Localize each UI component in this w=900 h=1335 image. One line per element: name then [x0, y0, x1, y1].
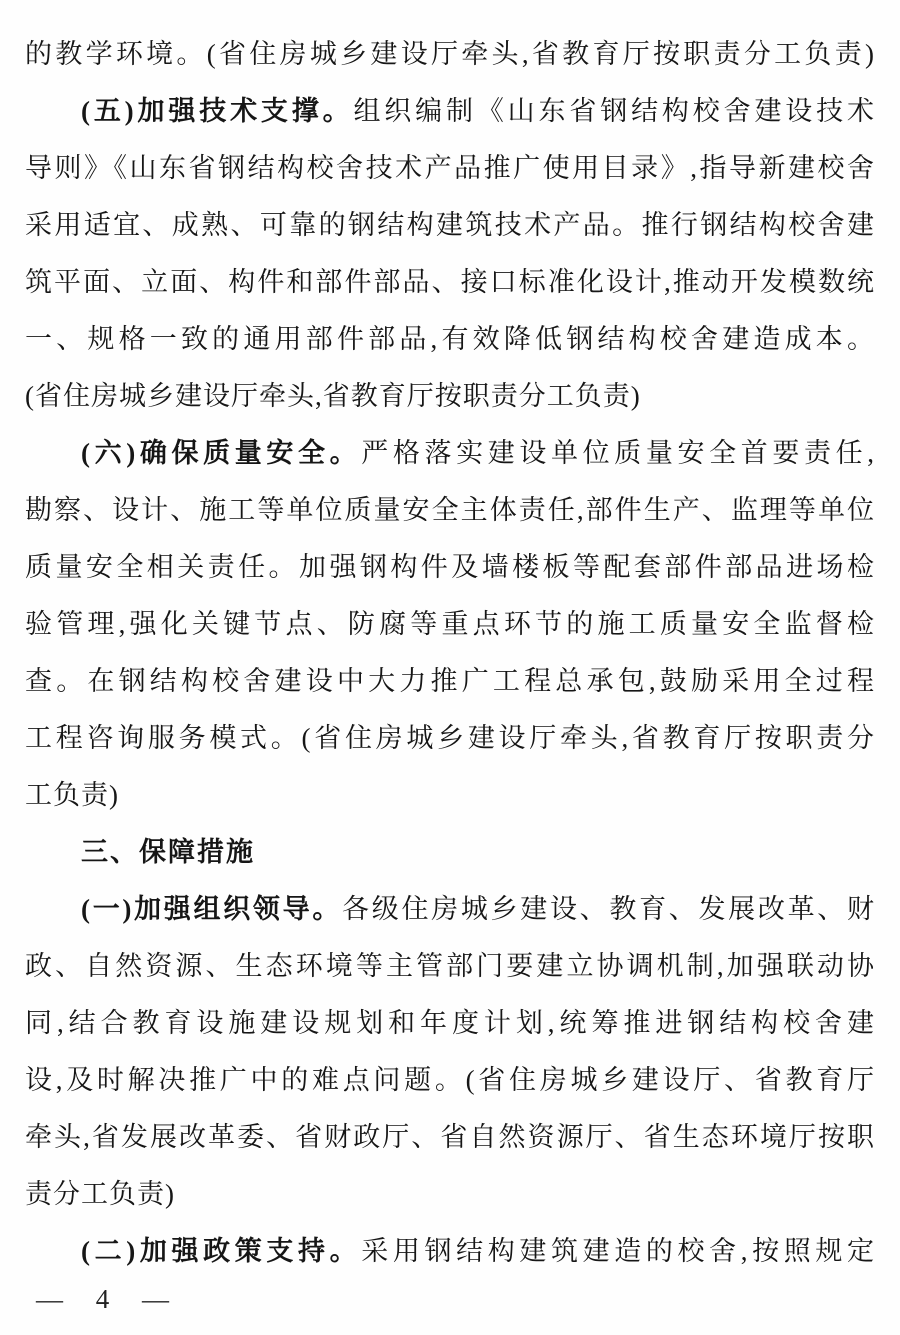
line-lead-bold: (二)加强政策支持。	[81, 1236, 362, 1266]
document-line	[25, 539, 875, 596]
line-text: 政、自然资源、生态环境等主管部门要建立协调机制,加强联动协	[25, 951, 875, 981]
document-line	[25, 881, 875, 938]
line-text: 组织编制《山东省钢结构校舍建设技术	[353, 96, 876, 126]
line-text: 同,结合教育设施建设规划和年度计划,统筹推进钢结构校舍建	[25, 1008, 875, 1038]
line-text: 牵头,省发展改革委、省财政厅、省自然资源厅、省生态环境厅按职	[25, 1122, 875, 1152]
document-line	[25, 710, 875, 767]
line-text: 工负责)	[25, 780, 119, 810]
line-lead-bold: (五)加强技术支撑。	[81, 96, 354, 126]
document-line	[25, 1166, 875, 1223]
document-line	[25, 767, 875, 824]
line-text: 勘察、设计、施工等单位质量安全主体责任,部件生产、监理等单位	[25, 495, 875, 525]
document-line	[25, 140, 875, 197]
document-line	[25, 938, 875, 995]
section-heading	[25, 824, 875, 881]
line-text: 一、规格一致的通用部件部品,有效降低钢结构校舍建造成本。	[25, 324, 875, 354]
line-text: 工程咨询服务模式。(省住房城乡建设厅牵头,省教育厅按职责分	[25, 723, 875, 753]
document-line	[25, 596, 875, 653]
document-line	[25, 254, 875, 311]
page-number: — 4 —	[36, 1284, 175, 1314]
document-line	[25, 425, 875, 482]
line-text: 筑平面、立面、构件和部件部品、接口标准化设计,推动开发模数统	[25, 267, 875, 297]
line-text: 责分工负责)	[25, 1179, 175, 1209]
line-text: 的教学环境。(省住房城乡建设厅牵头,省教育厅按职责分工负责)	[25, 39, 875, 69]
line-text: 导则》《山东省钢结构校舍技术产品推广使用目录》,指导新建校舍	[25, 153, 875, 183]
document-line	[25, 1223, 875, 1280]
document-line	[25, 83, 875, 140]
document-line	[25, 368, 875, 425]
line-text: 质量安全相关责任。加强钢构件及墙楼板等配套部件部品进场检	[25, 552, 875, 582]
section-heading-text: 三、保障措施	[81, 837, 255, 867]
line-text: 采用钢结构建筑建造的校舍,按照规定	[361, 1236, 876, 1266]
document-line	[25, 311, 875, 368]
line-text: 各级住房城乡建设、教育、发展改革、财	[342, 894, 876, 924]
document-line	[25, 197, 875, 254]
line-text: 验管理,强化关键节点、防腐等重点环节的施工质量安全监督检	[25, 609, 875, 639]
line-text: 严格落实建设单位质量安全首要责任,	[361, 438, 876, 468]
document-line	[25, 653, 875, 710]
line-text: 采用适宜、成熟、可靠的钢结构建筑技术产品。推行钢结构校舍建	[25, 210, 875, 240]
line-text: (省住房城乡建设厅牵头,省教育厅按职责分工负责)	[25, 381, 641, 411]
document-line	[25, 26, 875, 83]
document-line	[25, 995, 875, 1052]
line-text: 查。在钢结构校舍建设中大力推广工程总承包,鼓励采用全过程	[25, 666, 875, 696]
document-line	[25, 1052, 875, 1109]
line-text: 设,及时解决推广中的难点问题。(省住房城乡建设厅、省教育厅	[25, 1065, 875, 1095]
line-lead-bold: (六)确保质量安全。	[81, 438, 362, 468]
document-line	[25, 482, 875, 539]
line-lead-bold: (一)加强组织领导。	[81, 894, 343, 924]
document-body	[25, 26, 875, 1280]
document-line	[25, 1109, 875, 1166]
